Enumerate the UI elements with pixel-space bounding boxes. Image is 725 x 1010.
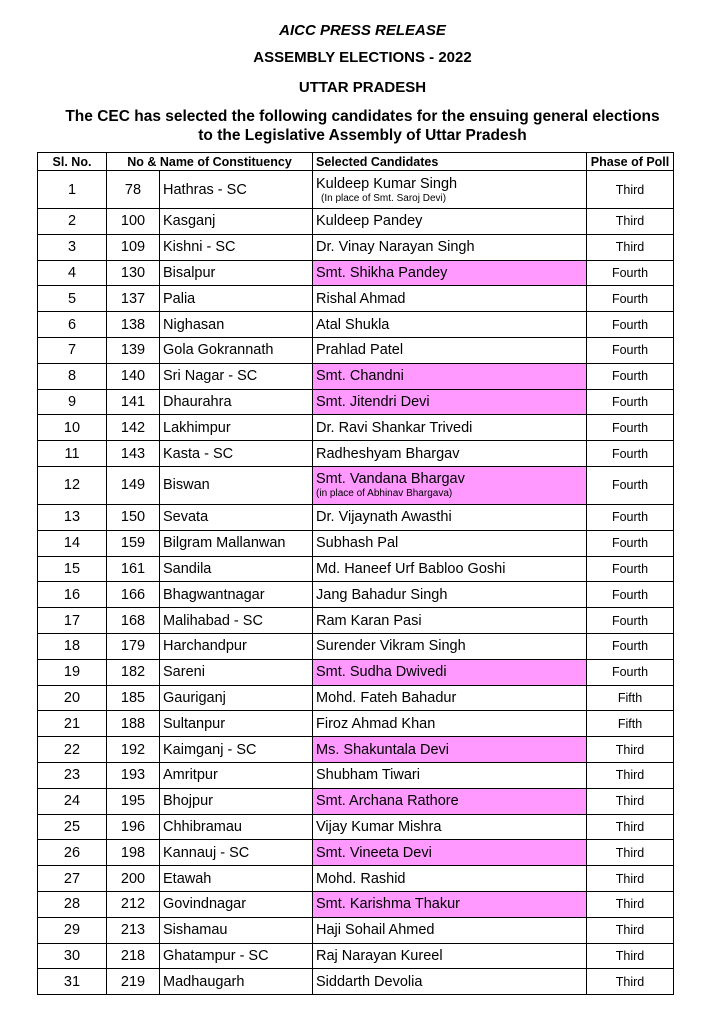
- constituency-number-cell: 100: [107, 209, 160, 235]
- phase-cell: Fourth: [587, 504, 674, 530]
- phase-cell: Third: [587, 788, 674, 814]
- phase-cell: Third: [587, 891, 674, 917]
- constituency-name-cell: Bhojpur: [160, 788, 313, 814]
- sl-no-cell: 16: [38, 582, 107, 608]
- constituency-name-cell: Dhaurahra: [160, 389, 313, 415]
- sl-no-cell: 17: [38, 608, 107, 634]
- constituency-number-cell: 179: [107, 633, 160, 659]
- sl-no-cell: 7: [38, 337, 107, 363]
- phase-cell: Third: [587, 866, 674, 892]
- candidate-cell: Ram Karan Pasi: [313, 608, 587, 634]
- table-row: [38, 530, 674, 556]
- candidate-cell: Smt. Jitendri Devi: [313, 389, 587, 415]
- candidate-cell: Radheshyam Bhargav: [313, 441, 587, 467]
- phase-cell: Fourth: [587, 582, 674, 608]
- constituency-number-cell: 185: [107, 685, 160, 711]
- table-body: [38, 171, 674, 995]
- table-row: [38, 917, 674, 943]
- phase-cell: Fourth: [587, 260, 674, 286]
- constituency-name-cell: Sevata: [160, 504, 313, 530]
- table-row: [38, 633, 674, 659]
- sl-no-cell: 5: [38, 286, 107, 312]
- phase-cell: Fourth: [587, 633, 674, 659]
- constituency-name-cell: Kaimganj - SC: [160, 737, 313, 763]
- sl-no-cell: 3: [38, 234, 107, 260]
- constituency-name-cell: Lakhimpur: [160, 415, 313, 441]
- constituency-number-cell: 200: [107, 866, 160, 892]
- table-row: [38, 891, 674, 917]
- candidate-cell: Jang Bahadur Singh: [313, 582, 587, 608]
- phase-cell: Third: [587, 762, 674, 788]
- candidate-cell: Prahlad Patel: [313, 337, 587, 363]
- constituency-number-cell: 109: [107, 234, 160, 260]
- table-row: [38, 711, 674, 737]
- sl-no-cell: 13: [38, 504, 107, 530]
- table-row: [38, 814, 674, 840]
- table-row: [38, 840, 674, 866]
- candidate-cell: Firoz Ahmad Khan: [313, 711, 587, 737]
- constituency-name-cell: Sareni: [160, 659, 313, 685]
- table-row: [38, 762, 674, 788]
- constituency-name-cell: Kishni - SC: [160, 234, 313, 260]
- constituency-name-cell: Kannauj - SC: [160, 840, 313, 866]
- constituency-name-cell: Palia: [160, 286, 313, 312]
- table-row: [38, 209, 674, 235]
- constituency-number-cell: 138: [107, 312, 160, 338]
- candidate-cell: Kuldeep Pandey: [313, 209, 587, 235]
- table-row: [38, 260, 674, 286]
- candidate-cell: Dr. Vinay Narayan Singh: [313, 234, 587, 260]
- phase-cell: Fourth: [587, 659, 674, 685]
- constituency-name-cell: Bhagwantnagar: [160, 582, 313, 608]
- constituency-number-cell: 78: [107, 171, 160, 209]
- phase-cell: Fourth: [587, 312, 674, 338]
- candidate-cell: [313, 171, 587, 209]
- constituency-name-cell: Gauriganj: [160, 685, 313, 711]
- phase-cell: Fourth: [587, 556, 674, 582]
- phase-cell: Fourth: [587, 337, 674, 363]
- constituency-number-cell: 198: [107, 840, 160, 866]
- sl-no-cell: 18: [38, 633, 107, 659]
- phase-cell: Fourth: [587, 608, 674, 634]
- constituency-number-cell: 188: [107, 711, 160, 737]
- sl-no-cell: 6: [38, 312, 107, 338]
- table-row: [38, 608, 674, 634]
- sl-no-cell: 21: [38, 711, 107, 737]
- sl-no-cell: 1: [38, 171, 107, 209]
- table-row: [38, 389, 674, 415]
- table-row: [38, 312, 674, 338]
- table-row: [38, 363, 674, 389]
- sl-no-cell: 27: [38, 866, 107, 892]
- candidate-name: Kuldeep Kumar Singh: [316, 175, 458, 192]
- phase-cell: Fifth: [587, 711, 674, 737]
- candidate-cell: Mohd. Rashid: [313, 866, 587, 892]
- constituency-name-cell: Bisalpur: [160, 260, 313, 286]
- table-row: [38, 171, 674, 209]
- table-row: [38, 337, 674, 363]
- table-row: [38, 466, 674, 504]
- constituency-number-cell: 166: [107, 582, 160, 608]
- header-selected-candidates: Selected Candidates: [313, 153, 587, 171]
- sl-no-cell: 20: [38, 685, 107, 711]
- constituency-number-cell: 212: [107, 891, 160, 917]
- candidate-note: (in place of Abhinav Bhargava): [316, 488, 453, 500]
- candidate-cell: Haji Sohail Ahmed: [313, 917, 587, 943]
- constituency-number-cell: 139: [107, 337, 160, 363]
- sl-no-cell: 25: [38, 814, 107, 840]
- constituency-name-cell: Govindnagar: [160, 891, 313, 917]
- candidate-cell: Atal Shukla: [313, 312, 587, 338]
- table-row: [38, 441, 674, 467]
- constituency-name-cell: Kasganj: [160, 209, 313, 235]
- constituency-number-cell: 142: [107, 415, 160, 441]
- candidate-cell: Smt. Vineeta Devi: [313, 840, 587, 866]
- sl-no-cell: 14: [38, 530, 107, 556]
- phase-cell: Fourth: [587, 466, 674, 504]
- constituency-number-cell: 159: [107, 530, 160, 556]
- candidate-cell: Ms. Shakuntala Devi: [313, 737, 587, 763]
- candidate-cell: Rishal Ahmad: [313, 286, 587, 312]
- candidate-cell: Vijay Kumar Mishra: [313, 814, 587, 840]
- constituency-number-cell: 141: [107, 389, 160, 415]
- sl-no-cell: 23: [38, 762, 107, 788]
- sl-no-cell: 28: [38, 891, 107, 917]
- constituency-name-cell: Nighasan: [160, 312, 313, 338]
- phase-cell: Third: [587, 917, 674, 943]
- candidate-cell: Md. Haneef Urf Babloo Goshi: [313, 556, 587, 582]
- table-row: [38, 659, 674, 685]
- table-row: [38, 415, 674, 441]
- sl-no-cell: 12: [38, 466, 107, 504]
- constituency-name-cell: Bilgram Mallanwan: [160, 530, 313, 556]
- constituency-name-cell: Kasta - SC: [160, 441, 313, 467]
- candidate-cell: Mohd. Fateh Bahadur: [313, 685, 587, 711]
- constituency-number-cell: 218: [107, 943, 160, 969]
- constituency-number-cell: 192: [107, 737, 160, 763]
- constituency-name-cell: Amritpur: [160, 762, 313, 788]
- candidate-cell: Smt. Chandni: [313, 363, 587, 389]
- candidate-cell: Siddarth Devolia: [313, 969, 587, 995]
- header-phase-of-poll: Phase of Poll: [587, 153, 674, 171]
- constituency-number-cell: 149: [107, 466, 160, 504]
- constituency-name-cell: Ghatampur - SC: [160, 943, 313, 969]
- candidate-cell: Dr. Ravi Shankar Trivedi: [313, 415, 587, 441]
- candidates-table: [37, 152, 674, 995]
- constituency-name-cell: Biswan: [160, 466, 313, 504]
- sl-no-cell: 26: [38, 840, 107, 866]
- sl-no-cell: 31: [38, 969, 107, 995]
- table-row: [38, 556, 674, 582]
- phase-cell: Fourth: [587, 415, 674, 441]
- intro-line-2: to the Legislative Assembly of Uttar Pradesh: [198, 127, 527, 144]
- phase-cell: Third: [587, 234, 674, 260]
- constituency-number-cell: 213: [107, 917, 160, 943]
- state-title: UTTAR PRADESH: [298, 79, 427, 96]
- constituency-number-cell: 140: [107, 363, 160, 389]
- constituency-number-cell: 130: [107, 260, 160, 286]
- constituency-number-cell: 182: [107, 659, 160, 685]
- phase-cell: Fourth: [587, 530, 674, 556]
- constituency-name-cell: Sishamau: [160, 917, 313, 943]
- sl-no-cell: 11: [38, 441, 107, 467]
- constituency-name-cell: Chhibramau: [160, 814, 313, 840]
- phase-cell: Fourth: [587, 389, 674, 415]
- candidate-cell: Subhash Pal: [313, 530, 587, 556]
- phase-cell: Third: [587, 943, 674, 969]
- intro-text: [20, 107, 705, 145]
- phase-cell: Fourth: [587, 441, 674, 467]
- sl-no-cell: 15: [38, 556, 107, 582]
- constituency-name-cell: Madhaugarh: [160, 969, 313, 995]
- constituency-name-cell: Sri Nagar - SC: [160, 363, 313, 389]
- phase-cell: Third: [587, 737, 674, 763]
- table-row: [38, 788, 674, 814]
- candidate-cell: Surender Vikram Singh: [313, 633, 587, 659]
- constituency-number-cell: 195: [107, 788, 160, 814]
- constituency-number-cell: 161: [107, 556, 160, 582]
- sl-no-cell: 19: [38, 659, 107, 685]
- constituency-name-cell: Malihabad - SC: [160, 608, 313, 634]
- sl-no-cell: 2: [38, 209, 107, 235]
- constituency-number-cell: 196: [107, 814, 160, 840]
- candidate-cell: Smt. Archana Rathore: [313, 788, 587, 814]
- press-release-title: AICC PRESS RELEASE: [279, 22, 446, 39]
- candidate-name: Smt. Vandana Bhargav: [316, 471, 465, 488]
- sl-no-cell: 22: [38, 737, 107, 763]
- constituency-name-cell: Sultanpur: [160, 711, 313, 737]
- table-row: [38, 969, 674, 995]
- constituency-number-cell: 168: [107, 608, 160, 634]
- constituency-number-cell: 219: [107, 969, 160, 995]
- table-row: [38, 866, 674, 892]
- sl-no-cell: 30: [38, 943, 107, 969]
- candidate-cell: Raj Narayan Kureel: [313, 943, 587, 969]
- phase-cell: Third: [587, 209, 674, 235]
- phase-cell: Fourth: [587, 286, 674, 312]
- candidate-cell: Smt. Shikha Pandey: [313, 260, 587, 286]
- sl-no-cell: 24: [38, 788, 107, 814]
- candidate-cell: [313, 466, 587, 504]
- constituency-name-cell: Harchandpur: [160, 633, 313, 659]
- phase-cell: Fourth: [587, 363, 674, 389]
- header-constituency: No & Name of Constituency: [107, 153, 313, 171]
- sl-no-cell: 4: [38, 260, 107, 286]
- phase-cell: Third: [587, 969, 674, 995]
- table-row: [38, 234, 674, 260]
- table-row: [38, 685, 674, 711]
- constituency-name-cell: Etawah: [160, 866, 313, 892]
- constituency-name-cell: Gola Gokrannath: [160, 337, 313, 363]
- constituency-name-cell: Hathras - SC: [160, 171, 313, 209]
- sl-no-cell: 8: [38, 363, 107, 389]
- phase-cell: Fifth: [587, 685, 674, 711]
- constituency-number-cell: 193: [107, 762, 160, 788]
- sl-no-cell: 29: [38, 917, 107, 943]
- table-row: [38, 737, 674, 763]
- candidate-cell: Smt. Karishma Thakur: [313, 891, 587, 917]
- constituency-number-cell: 143: [107, 441, 160, 467]
- candidate-cell: Smt. Sudha Dwivedi: [313, 659, 587, 685]
- table-row: [38, 582, 674, 608]
- phase-cell: Third: [587, 814, 674, 840]
- header-sl-no: Sl. No.: [38, 153, 107, 171]
- candidate-cell: Dr. Vijaynath Awasthi: [313, 504, 587, 530]
- constituency-number-cell: 150: [107, 504, 160, 530]
- intro-line-1: The CEC has selected the following candidates for the ensuing general elections: [65, 108, 660, 125]
- candidate-cell: Shubham Tiwari: [313, 762, 587, 788]
- table-row: [38, 504, 674, 530]
- phase-cell: Third: [587, 840, 674, 866]
- table-row: [38, 286, 674, 312]
- phase-cell: Third: [587, 171, 674, 209]
- constituency-name-cell: Sandila: [160, 556, 313, 582]
- table-header-row: [38, 153, 674, 171]
- sl-no-cell: 10: [38, 415, 107, 441]
- election-title: ASSEMBLY ELECTIONS - 2022: [253, 49, 472, 66]
- sl-no-cell: 9: [38, 389, 107, 415]
- candidate-note: (In place of Smt. Saroj Devi): [321, 192, 447, 204]
- constituency-number-cell: 137: [107, 286, 160, 312]
- table-row: [38, 943, 674, 969]
